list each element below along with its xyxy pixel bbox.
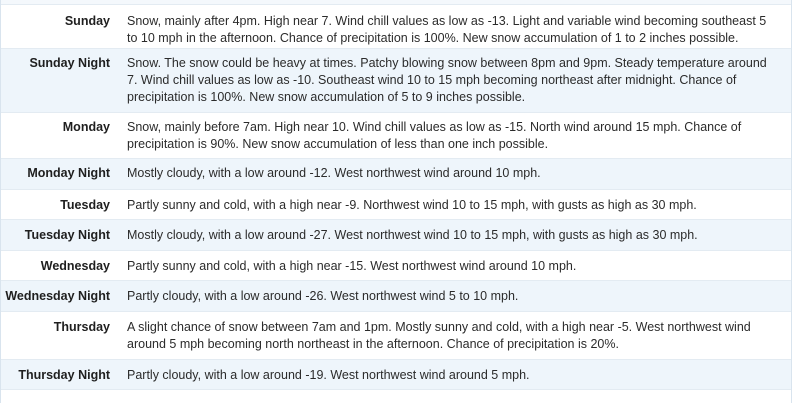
forecast-period-label: Sunday Night (29, 56, 110, 70)
forecast-period-text: Partly sunny and cold, with a high near -9. Northwest wind 10 to 15 mph, with gusts as high as 30 mph. (127, 198, 697, 212)
forecast-period-label: Monday (62, 120, 110, 134)
forecast-row-monday (1, 113, 791, 159)
forecast-period-label: Tuesday Night (24, 228, 110, 242)
forecast-row-sunday (1, 5, 791, 49)
forecast-period-label: Thursday Night (18, 368, 110, 382)
forecast-row-tuesday (1, 190, 791, 220)
forecast-period-text: Mostly cloudy, with a low around -12. West northwest wind around 10 mph. (127, 166, 541, 180)
forecast-period-label: Wednesday (40, 259, 110, 273)
forecast-period-label: Monday Night (27, 166, 110, 180)
forecast-period-label: Sunday (64, 14, 110, 28)
forecast-period-text: Partly sunny and cold, with a high near -15. West northwest wind around 10 mph. (127, 259, 577, 273)
forecast-period-text: Snow. The snow could be heavy at times. Patchy blowing snow between 8pm and 9pm. Steady temperature around 7. Wind chill values as low as -10. Southeast wind 10 to 15 mph becoming northeast after midnight. Chance of precipitation is 100%. New snow accumulation of 5 to 9 inches possible. (127, 56, 767, 104)
forecast-row-monday-night (1, 159, 791, 190)
forecast-row-tuesday-night (1, 220, 791, 251)
forecast-period-text: Mostly cloudy, with a low around -27. West northwest wind 10 to 15 mph, with gusts as high as 30 mph. (127, 228, 698, 242)
forecast-period-text: A slight chance of snow between 7am and 1pm. Mostly sunny and cold, with a high near -5. West northwest wind around 5 mph becoming north northeast in the afternoon. Chance of precipitation is 20%. (127, 320, 751, 351)
forecast-period-text: Snow, mainly before 7am. High near 10. Wind chill values as low as -15. North wind around 15 mph. Chance of precipitation is 90%. New snow accumulation of less than one inch possible. (127, 120, 742, 151)
forecast-period-text: Partly cloudy, with a low around -26. West northwest wind 5 to 10 mph. (127, 289, 519, 303)
forecast-row-thursday-night (1, 360, 791, 390)
forecast-row-thursday (1, 312, 791, 360)
forecast-row-sunday-night (1, 49, 791, 113)
forecast-period-text: Snow, mainly after 4pm. High near 7. Wind chill values as low as -13. Light and variable wind becoming southeast 5 to 10 mph in the afternoon. Chance of precipitation is 100%. New snow accumulation of 1 to 2 inches possible. (127, 14, 767, 45)
table-bottom-spacer (1, 390, 791, 403)
forecast-row-wednesday (1, 251, 791, 281)
forecast-period-label: Thursday (53, 320, 110, 334)
forecast-period-text: Partly cloudy, with a low around -19. West northwest wind around 5 mph. (127, 368, 530, 382)
forecast-row-wednesday-night (1, 281, 791, 312)
forecast-period-label: Wednesday Night (5, 289, 110, 303)
forecast-period-label: Tuesday (60, 198, 110, 212)
